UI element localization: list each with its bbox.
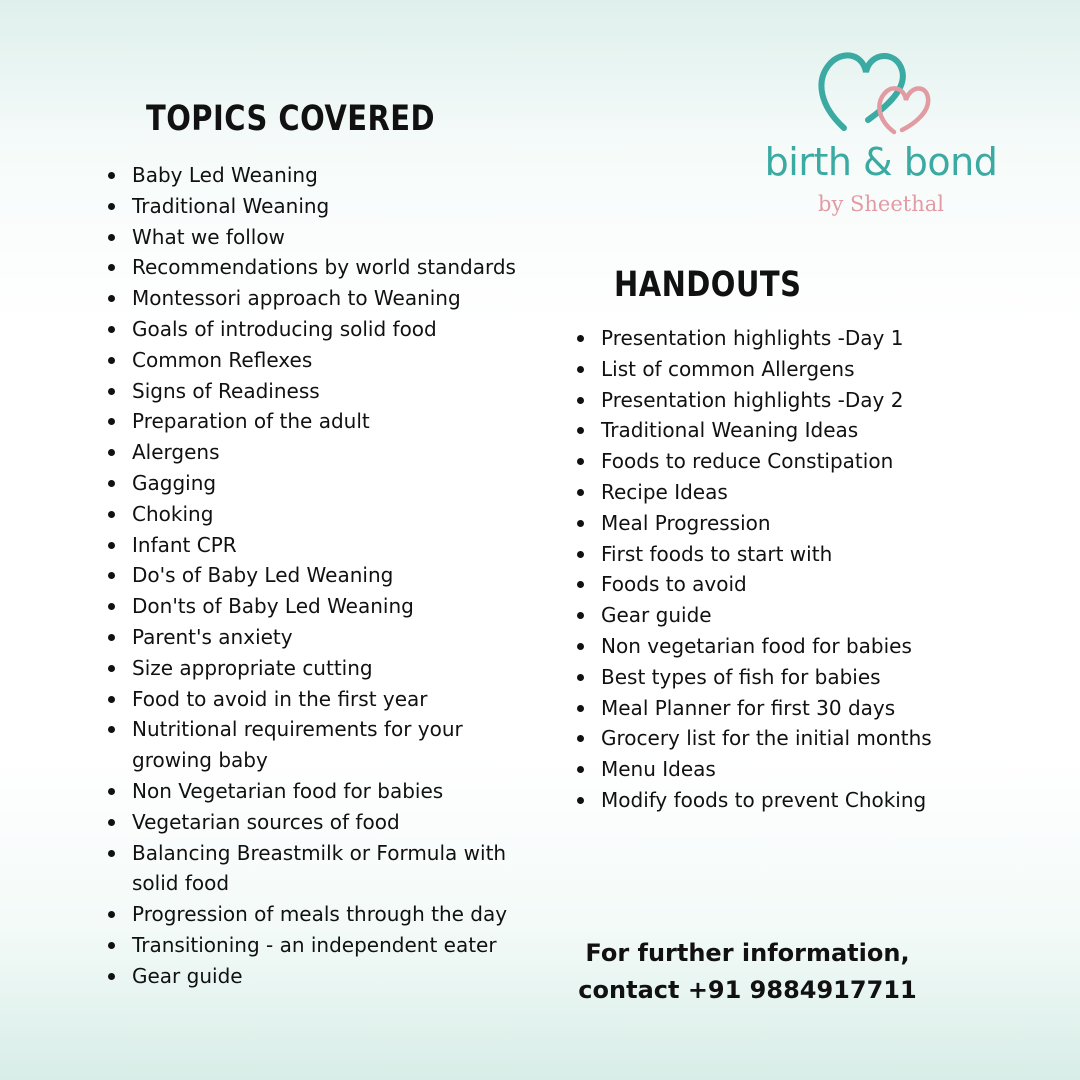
brand-name: birth & bond <box>764 140 998 184</box>
handout-item: Traditional Weaning Ideas <box>577 415 937 446</box>
topic-item: Goals of introducing solid food <box>108 314 538 345</box>
topic-item: Size appropriate cutting <box>108 653 538 684</box>
topic-item: Vegetarian sources of food <box>108 807 538 838</box>
handout-item: Meal Planner for first 30 days <box>577 693 937 724</box>
handout-item: Presentation highlights -Day 1 <box>577 323 937 354</box>
topic-item: Baby Led Weaning <box>108 160 538 191</box>
brand-logo <box>758 48 1004 220</box>
topic-item: Nutritional requirements for your growing baby <box>108 714 538 776</box>
topics-list <box>108 160 538 992</box>
handout-item: Menu Ideas <box>577 754 937 785</box>
topic-item: Traditional Weaning <box>108 191 538 222</box>
topic-item: Choking <box>108 499 538 530</box>
contact-line-2: contact +91 9884917711 <box>578 976 917 1004</box>
handout-item: Recipe Ideas <box>577 477 937 508</box>
topic-item: Montessori approach to Weaning <box>108 283 538 314</box>
handout-item: Gear guide <box>577 600 937 631</box>
handout-item: Foods to reduce Constipation <box>577 446 937 477</box>
handout-item: First foods to start with <box>577 539 937 570</box>
contact-line-1: For further information, <box>585 939 910 967</box>
topic-item: Parent's anxiety <box>108 622 538 653</box>
topic-item: Infant CPR <box>108 530 538 561</box>
topic-item: Do's of Baby Led Weaning <box>108 560 538 591</box>
topic-item: Preparation of the adult <box>108 406 538 437</box>
topic-item: Transitioning - an independent eater <box>108 930 538 961</box>
topic-item: Alergens <box>108 437 538 468</box>
handout-item: Modify foods to prevent Choking <box>577 785 937 816</box>
handout-item: Presentation highlights -Day 2 <box>577 385 937 416</box>
brand-byline: by Sheethal <box>818 192 944 216</box>
contact-info <box>565 935 930 1009</box>
topic-item: What we follow <box>108 222 538 253</box>
topic-item: Recommendations by world standards <box>108 252 538 283</box>
topic-item: Food to avoid in the first year <box>108 684 538 715</box>
topic-item: Common Reflexes <box>108 345 538 376</box>
handout-item: Foods to avoid <box>577 569 937 600</box>
topics-heading: TOPICS COVERED <box>146 99 436 139</box>
topic-item: Non Vegetarian food for babies <box>108 776 538 807</box>
handout-item: Best types of fish for babies <box>577 662 937 693</box>
topic-item: Don'ts of Baby Led Weaning <box>108 591 538 622</box>
handout-item: Grocery list for the initial months <box>577 723 937 754</box>
handout-item: List of common Allergens <box>577 354 937 385</box>
topic-item: Balancing Breastmilk or Formula with solid food <box>108 838 538 900</box>
topic-item: Gear guide <box>108 961 538 992</box>
topic-item: Progression of meals through the day <box>108 899 538 930</box>
topic-item: Gagging <box>108 468 538 499</box>
handouts-heading: HANDOUTS <box>614 265 802 305</box>
handout-item: Meal Progression <box>577 508 937 539</box>
handout-item: Non vegetarian food for babies <box>577 631 937 662</box>
double-heart-icon <box>816 48 936 138</box>
topic-item: Signs of Readiness <box>108 376 538 407</box>
handouts-list <box>577 323 937 816</box>
